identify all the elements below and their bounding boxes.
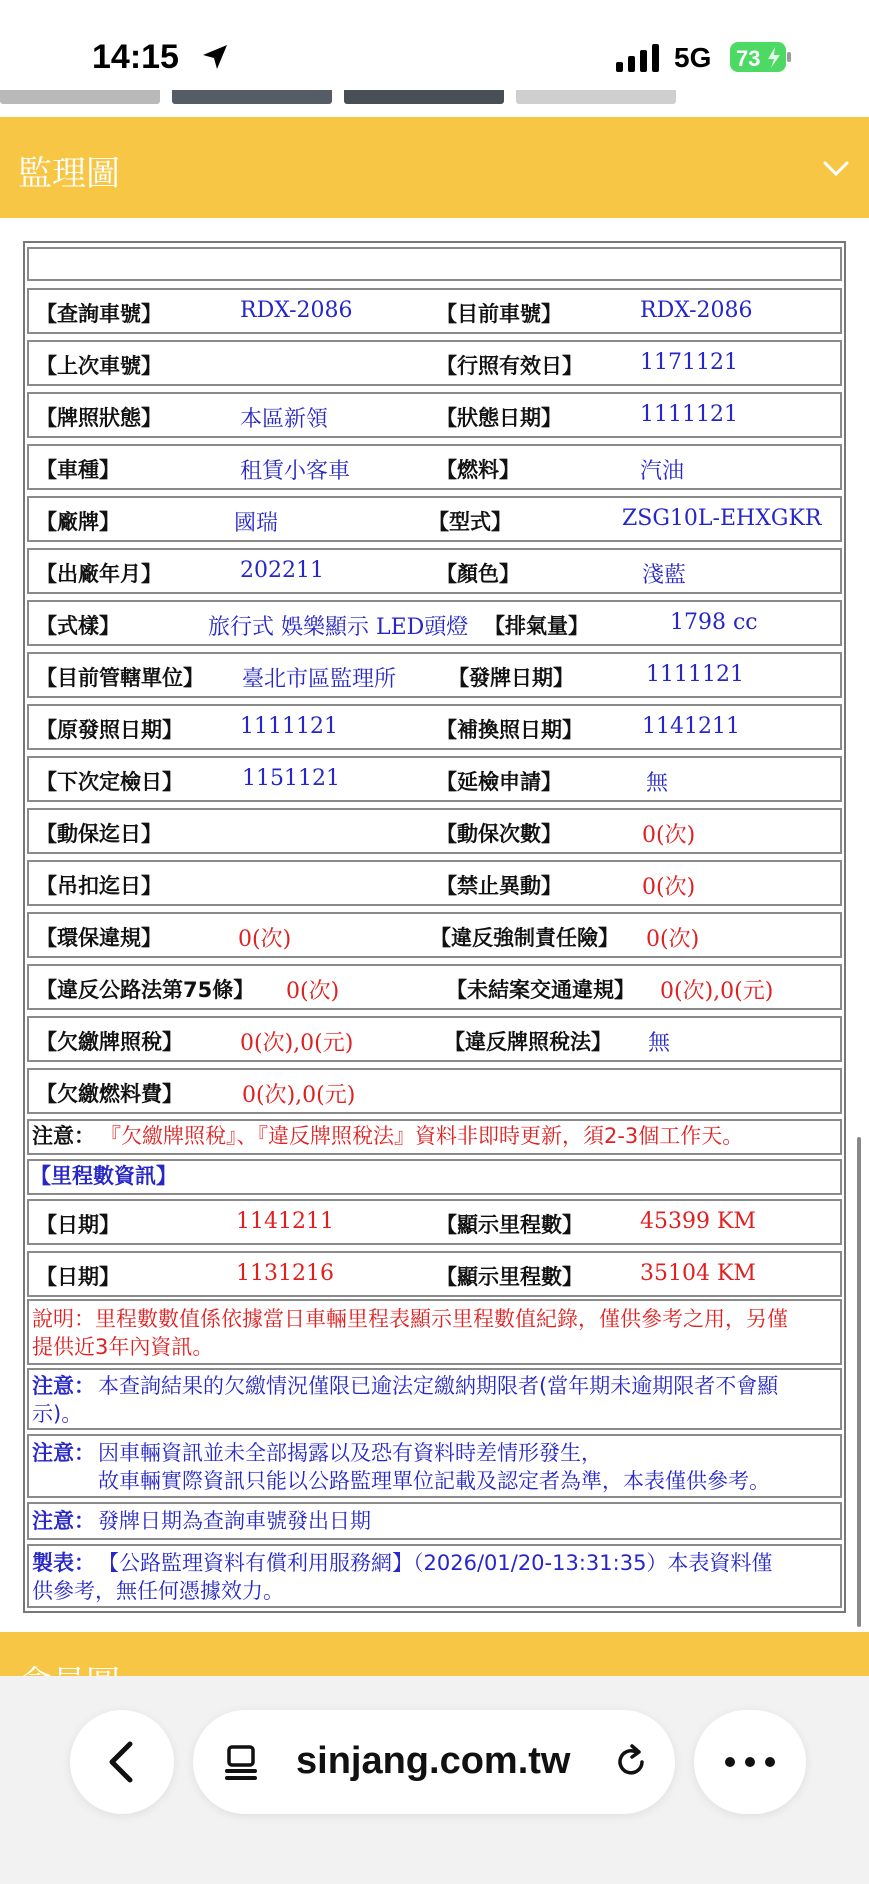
field-label: 【延檢申請】 [436, 770, 562, 794]
note-arrears-line2: 示)。 [32, 1402, 83, 1426]
field-value: 1151121 [242, 766, 340, 791]
table-row-empty [27, 247, 842, 281]
field-label: 【欠繳燃料費】 [36, 1082, 183, 1106]
made-by-prefix: 製表： [32, 1551, 95, 1575]
field-label: 【燃料】 [436, 458, 520, 482]
thumbnail-strip [172, 90, 332, 104]
mileage-date-value: 1141211 [236, 1209, 334, 1234]
chevron-down-icon[interactable] [820, 152, 852, 184]
field-value: 0(次) [642, 875, 696, 900]
field-label: 【型式】 [428, 510, 512, 534]
field-label: 【查詢車號】 [36, 302, 162, 326]
tax-note-prefix: 注意： [32, 1124, 95, 1148]
mileage-date-label: 【日期】 [36, 1213, 120, 1237]
made-by-line2: 供參考，無任何憑據效力。 [32, 1579, 284, 1603]
battery-level: 73 [736, 46, 761, 71]
field-value: 旅行式 娛樂顯示 LED頭燈 [208, 615, 469, 640]
scrollbar[interactable] [857, 1137, 861, 1627]
network-type: 5G [674, 42, 712, 73]
field-value: 臺北市區監理所 [242, 667, 397, 692]
section-header[interactable] [0, 117, 869, 218]
field-label: 【顏色】 [436, 562, 520, 586]
field-value: 1111121 [646, 662, 744, 687]
field-value: 1171121 [640, 350, 738, 375]
field-value: ZSG10L-EHXGKR [622, 506, 822, 531]
field-value: 0(次),0(元) [240, 1031, 354, 1056]
field-label: 【吊扣迄日】 [36, 874, 162, 898]
field-label: 【違反強制責任險】 [430, 926, 619, 950]
field-value: 0(次) [642, 823, 696, 848]
thumbnail-strip [0, 90, 160, 104]
more-button[interactable] [694, 1710, 806, 1814]
mileage-date-value: 1131216 [236, 1261, 334, 1286]
field-label: 【式樣】 [36, 614, 120, 638]
field-value: 1141211 [642, 714, 740, 739]
field-value: RDX-2086 [640, 298, 753, 323]
field-label: 【環保違規】 [36, 926, 162, 950]
status-time: 14:15 [92, 38, 179, 76]
mileage-date-label: 【日期】 [36, 1265, 120, 1289]
note-disclosure-prefix: 注意： [32, 1441, 95, 1465]
field-label: 【目前管轄單位】 [36, 666, 204, 690]
field-value: 0(次) [646, 927, 700, 952]
field-value: 1798 cc [670, 610, 758, 635]
field-label: 【違反牌照稅法】 [444, 1030, 612, 1054]
field-value: 0(次) [286, 979, 340, 1004]
reload-icon[interactable] [611, 1742, 651, 1782]
field-label: 【違反公路法第75條】 [36, 978, 255, 1002]
battery-icon [730, 42, 792, 72]
section-title: 監理圖 [18, 154, 120, 194]
made-by-line1: 【公路監理資料有償利用服務網】（2026/01/20-13:31:35）本表資料僅 [98, 1551, 773, 1575]
field-label: 【車種】 [36, 458, 120, 482]
mileage-km-value: 45399 KM [640, 1209, 756, 1234]
thumbnail-strip [516, 90, 676, 104]
chevron-left-icon [70, 1710, 174, 1814]
mileage-km-value: 35104 KM [640, 1261, 756, 1286]
note-arrears-line1: 本查詢結果的欠繳情況僅限已逾法定繳納期限者(當年期未逾期限者不會顯 [98, 1374, 779, 1398]
field-value: RDX-2086 [240, 298, 353, 323]
field-label: 【上次車號】 [36, 354, 162, 378]
note-plate-date-prefix: 注意： [32, 1509, 95, 1533]
field-label: 【禁止異動】 [436, 874, 562, 898]
table-row [27, 444, 842, 490]
field-label: 【下次定檢日】 [36, 770, 183, 794]
field-value: 淺藍 [642, 563, 687, 588]
next-section-title [18, 1656, 120, 1676]
field-value: 0(次),0(元) [660, 979, 774, 1004]
field-label: 【動保次數】 [436, 822, 562, 846]
field-value: 0(次),0(元) [242, 1083, 356, 1108]
field-label: 【目前車號】 [436, 302, 562, 326]
field-value: 1111121 [640, 402, 738, 427]
note-disclosure-line1: 因車輛資訊並未全部揭露以及恐有資料時差情形發生， [98, 1441, 602, 1465]
reader-mode-icon[interactable] [223, 1742, 263, 1782]
mileage-note-line2: 提供近3年內資訊。 [32, 1335, 214, 1359]
mileage-km-label: 【顯示里程數】 [436, 1213, 583, 1237]
field-label: 【出廠年月】 [36, 562, 162, 586]
note-plate-date-text: 發牌日期為查詢車號發出日期 [98, 1509, 371, 1533]
field-label: 【動保迄日】 [36, 822, 162, 846]
thumbnail-strip [344, 90, 504, 104]
field-label: 【廠牌】 [36, 510, 120, 534]
url-text[interactable]: sinjang.com.tw [296, 1740, 571, 1782]
signal-icon [616, 44, 662, 72]
field-label: 【補換照日期】 [436, 718, 583, 742]
mileage-title: 【里程數資訊】 [30, 1164, 177, 1188]
field-label: 【未結案交通違規】 [446, 978, 635, 1002]
field-label: 【排氣量】 [484, 614, 589, 638]
field-label: 【狀態日期】 [436, 406, 562, 430]
field-label: 【行照有效日】 [436, 354, 583, 378]
field-value: 無 [646, 771, 669, 796]
back-button[interactable] [70, 1710, 174, 1814]
more-dots-icon [694, 1710, 806, 1814]
field-value: 租賃小客車 [240, 459, 351, 484]
field-value: 1111121 [240, 714, 338, 739]
field-value: 無 [648, 1031, 671, 1056]
mileage-km-label: 【顯示里程數】 [436, 1265, 583, 1289]
next-section-header[interactable] [0, 1632, 869, 1676]
field-label: 【發牌日期】 [448, 666, 574, 690]
field-label: 【原發照日期】 [36, 718, 183, 742]
field-label: 【欠繳牌照稅】 [36, 1030, 183, 1054]
field-value: 汽油 [640, 459, 685, 484]
mileage-note-line1: 說明：里程數數值係依據當日車輛里程表顯示里程數值紀錄，僅供參考之用，另僅 [32, 1307, 788, 1331]
note-arrears-prefix: 注意： [32, 1374, 95, 1398]
note-disclosure-line2: 故車輛實際資訊只能以公路監理單位記載及認定者為準，本表僅供參考。 [98, 1469, 770, 1493]
tax-note-text: 『欠繳牌照稅』、『違反牌照稅法』資料非即時更新，須2-3個工作天。 [100, 1124, 744, 1148]
field-label: 【牌照狀態】 [36, 406, 162, 430]
field-value: 0(次) [238, 927, 292, 952]
field-value: 國瑞 [234, 511, 279, 536]
field-value: 202211 [240, 558, 324, 583]
field-value: 本區新領 [240, 407, 329, 432]
location-arrow-icon [200, 42, 230, 72]
